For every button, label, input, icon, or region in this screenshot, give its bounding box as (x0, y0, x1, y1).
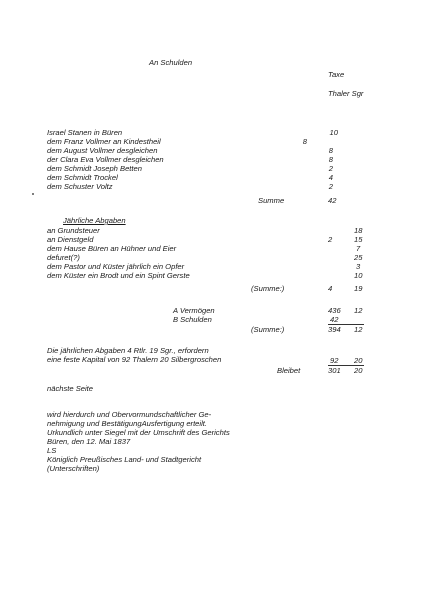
debt-name: dem August Vollmer desgleichen (47, 146, 158, 155)
closing-line: nehmigung und BestätigungAusfertigung erteilt. (47, 419, 207, 428)
debt-name: dem Schmidt Trockel (47, 173, 118, 182)
column-header-taxe: Taxe (328, 70, 345, 79)
balance-b-thaler: 42 (330, 315, 339, 324)
capital-line-1: Die jährlichen Abgaben 4 Rtlr. 19 Sgr., erfordern (47, 346, 209, 355)
annual-sgr: 18 (354, 226, 363, 235)
balance-sum-sgr: 12 (354, 325, 363, 334)
balance-a-label: A Vermögen (173, 306, 215, 315)
seal-mark: LS (47, 446, 57, 455)
court-name: Königlich Preußisches Land- und Stadtgericht (47, 455, 202, 464)
remain-label: Bleibet (277, 366, 301, 375)
debts-sum-label: Summe (258, 196, 285, 205)
annual-thaler: 2 (328, 235, 333, 244)
balance-sum-thaler: 394 (328, 325, 341, 334)
annual-sgr: 15 (354, 235, 363, 244)
annual-sum-sgr: 19 (354, 284, 363, 293)
debt-name: dem Schmidt Joseph Betten (47, 164, 142, 173)
closing-line: wird hierdurch und Obervormundschaftlicher Ge- (47, 410, 212, 419)
debt-name: dem Franz Vollmer an Kindestheil (47, 137, 161, 146)
remain-thaler: 301 (328, 366, 341, 375)
annual-name: an Dienstgeld (47, 235, 94, 244)
capital-sgr: 20 (354, 356, 363, 365)
annual-sgr: 25 (354, 253, 363, 262)
annual-sum-thaler: 4 (328, 284, 333, 293)
balance-a-thaler: 436 (328, 306, 341, 315)
annual-name: dem Pastor und Küster jährlich ein Opfer (47, 262, 185, 271)
annual-name: defuret(?) (47, 253, 80, 262)
capital-line-2: eine feste Kapital von 92 Thalern 20 Silbergroschen (47, 355, 222, 364)
next-page-note: nächste Seite (47, 384, 94, 393)
closing-line: Büren, den 12. Mai 1837 (47, 437, 131, 446)
debt-name: der Clara Eva Vollmer desgleichen (47, 155, 164, 164)
annual-sum-label: (Summe:) (251, 284, 285, 293)
annual-sgr: 7 (356, 244, 361, 253)
debt-thaler: 8 (328, 146, 333, 155)
debt-thaler: 2 (328, 164, 333, 173)
debt-thaler: 8 (328, 155, 333, 164)
debt-name: Israel Stanen in Büren (47, 128, 123, 137)
debt-name: dem Schuster Voltz (47, 182, 113, 191)
balance-b-label: B Schulden (173, 315, 212, 324)
capital-thaler: 92 (330, 356, 339, 365)
signatures-note: (Unterschriften) (47, 464, 100, 473)
debt-extra: 8 (302, 137, 307, 146)
remain-sgr: 20 (354, 366, 363, 375)
closing-line: Urkundlich unter Siegel mit der Umschrift des Gerichts (47, 428, 230, 437)
annual-sgr: 3 (356, 262, 361, 271)
annual-name: an Grundsteuer (47, 226, 100, 235)
balance-a-sgr: 12 (354, 306, 363, 315)
annual-name: dem Küster ein Brodt und ein Spint Gerste (47, 271, 190, 280)
debts-sum-thaler: 42 (328, 196, 337, 205)
debt-thaler: 2 (328, 182, 333, 191)
annual-sgr: 10 (354, 271, 363, 280)
annual-name: dem Hause Büren an Hühner und Eier (47, 244, 177, 253)
document-title: An Schulden (149, 58, 193, 67)
ink-dot (32, 193, 34, 195)
debt-thaler: 10 (329, 128, 338, 137)
column-header-units: Thaler Sgr (328, 89, 364, 98)
balance-sum-label: (Summe:) (251, 325, 285, 334)
debt-thaler: 4 (328, 173, 333, 182)
annual-heading: Jährliche Abgaben (63, 216, 126, 225)
